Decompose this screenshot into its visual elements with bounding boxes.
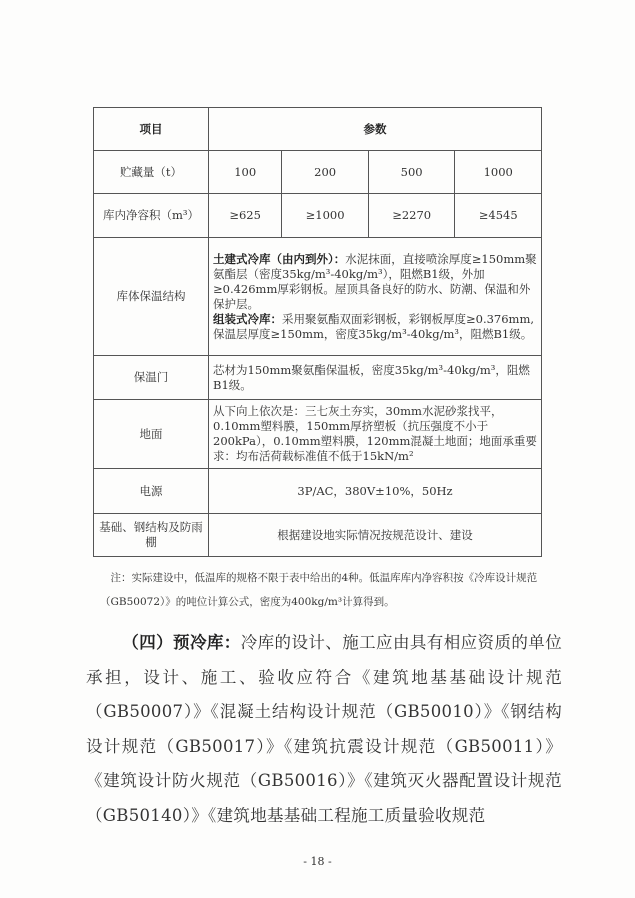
body-paragraph xyxy=(86,626,562,833)
capacity-value: 100 xyxy=(209,151,282,194)
volume-value: ≥625 xyxy=(209,194,282,238)
power-label: 电源 xyxy=(94,469,209,514)
page-number: - 18 - xyxy=(303,855,332,868)
header-item: 项目 xyxy=(94,108,209,151)
volume-value: ≥4545 xyxy=(455,194,542,238)
assembled-title: 组装式冷库： xyxy=(213,311,282,326)
capacity-value: 500 xyxy=(368,151,455,194)
foundation-label: 基础、钢结构及防雨棚 xyxy=(94,514,209,557)
table-note: 注：实际建设中，低温库的规格不限于表中给出的4种。低温库库内净容积按《冷库设计规范（GB50072）》的吨位计算公式，密度为400kg/m³计算得到。 xyxy=(100,572,538,608)
capacity-label: 贮藏量（t） xyxy=(94,151,209,194)
door-text: 芯材为150mm聚氨酯保温板，密度35kg/m³-40kg/m³，阻燃B1级。 xyxy=(209,356,542,400)
volume-value: ≥2270 xyxy=(368,194,455,238)
door-label: 保温门 xyxy=(94,356,209,400)
civil-text: 水泥抹面，直接喷涂厚度≥150mm聚氨酯层（密度35kg/m³-40kg/m³），阻燃B1级，外加≥0.426mm厚彩钢板。屋顶具备良好的防水、防潮、保温和外保护层。 xyxy=(213,251,537,311)
foundation-text: 根据建设地实际情况按规范设计、建设 xyxy=(209,514,542,557)
insulation-text xyxy=(209,238,542,356)
floor-text: 从下向上依次是：三七灰土夯实，30mm水泥砂浆找平，0.10mm塑料膜，150mm厚挤塑板（抗压强度不小于200kPa），0.10mm塑料膜，120mm混凝土地面；地面承重要求：均布活荷载标准值不低于15kN/m² xyxy=(209,400,542,469)
volume-label: 库内净容积（m³） xyxy=(94,194,209,238)
section-title: （四）预冷库： xyxy=(122,633,241,652)
paragraph-text: 冷库的设计、施工应由具有相应资质的单位承担，设计、施工、验收应符合《建筑地基基础设计规范（GB50007）》《混凝土结构设计规范（GB50010）》《钢结构设计规范（GB50017）》《建筑抗震设计规范（GB50011）》《建筑设计防火规范（GB50016）》《建筑灭火器配置设计规范（GB50140）》《建筑地基基础工程施工质量验收规范 xyxy=(86,633,562,825)
header-params: 参数 xyxy=(209,108,542,151)
floor-label: 地面 xyxy=(94,400,209,469)
cold-storage-spec-table xyxy=(93,107,542,557)
capacity-value: 200 xyxy=(282,151,369,194)
civil-title: 土建式冷库（由内到外）： xyxy=(213,251,346,266)
power-text: 3P/AC，380V±10%，50Hz xyxy=(209,469,542,514)
volume-value: ≥1000 xyxy=(282,194,369,238)
assembled-text: 采用聚氨酯双面彩钢板，彩钢板厚度≥0.376mm,保温层厚度≥150mm，密度35kg/m³-40kg/m³，阻燃B1级。 xyxy=(213,311,535,341)
insulation-label: 库体保温结构 xyxy=(94,238,209,356)
capacity-value: 1000 xyxy=(455,151,542,194)
